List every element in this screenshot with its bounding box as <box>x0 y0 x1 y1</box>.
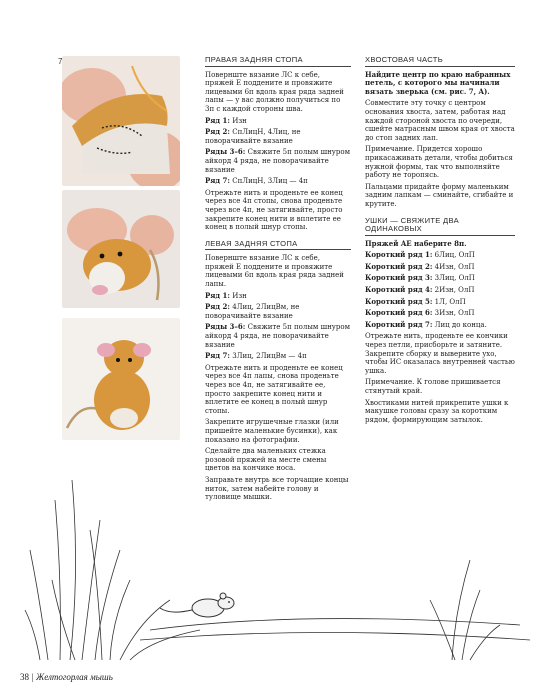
row-text: 4Лиц, 2ЛицВм, не поворачивайте вязание <box>205 303 300 320</box>
paragraph: Хвостиками нитей прикрепите ушки к макушке головы сразу за коротким рядом, формирующим затылок. <box>365 398 509 424</box>
paragraph: Отрежьте нить и проденьте ее конец через все 4п стопы, снова проденьте через все 4п, не затягивайте, просто закрепите конец нити и вплетите ее конец в полый шнур стопы. <box>205 188 343 232</box>
row-text: 1Л, ОлП <box>432 297 466 306</box>
row-text: СпЛицН, 3Лиц — 4п <box>230 177 308 186</box>
knit-row <box>205 303 351 320</box>
column-middle <box>205 56 351 505</box>
row-label: Ряд 2: <box>205 127 230 137</box>
row-label: Короткий ряд 3: <box>365 273 433 283</box>
photo-number: 7 <box>58 57 63 66</box>
paragraph: Отрежьте нить и проденьте ее конец через все 4п лапы, снова проденьте через все 4п, не затягивайте ее, просто закрепите конец нити и вплетите ее конец в полый шнур стопы. <box>205 363 343 415</box>
row-text: Свяжите 5п полым шнуром айкорд 4 ряда, не поворачивайте вязание <box>205 148 351 174</box>
paragraph: Повернште вязание ЛС к себе, пряжей E поддените и провяжите лицевыми 6п вдоль края ряда задней лапы — у вас должно получиться по 3п с каждой стороны шва. <box>205 70 344 113</box>
row-text: Изн <box>230 291 247 300</box>
cast-on: Пряжей AE наберите 8п. <box>365 238 467 248</box>
knit-row <box>205 148 351 174</box>
book-title: Желтогорлая мышь <box>35 672 113 682</box>
row-text: 6Лиц, ОлП <box>432 251 475 260</box>
grass-mouse-sketch <box>0 460 560 670</box>
knit-row <box>205 128 351 145</box>
knit-row <box>205 177 351 186</box>
page-number: 38 <box>20 672 29 682</box>
row-label: Ряд 7: <box>205 176 230 186</box>
paragraph: Отрежьте нить, проденьте ее кончики через петли, присборьте и затяните. Закрепите сборку и выверните ухо, чтобы ИС оказалась внутренней частью ушка. <box>365 332 515 375</box>
knit-row <box>365 298 515 307</box>
row-label: Короткий ряд 1: <box>365 250 433 260</box>
paragraph: Пальцами придайте форму маленьким задним лапкам — сминайте, сгибайте и крутите. <box>365 182 514 208</box>
row-label: Короткий ряд 2: <box>365 261 433 271</box>
row-text: Изн <box>230 116 247 125</box>
row-label: Короткий ряд 6: <box>365 308 433 318</box>
row-text: 2Изн, ОлП <box>432 286 475 295</box>
paragraph: Сделайте два маленьких стежка розовой пряжей на месте смены цветов на кончике носа. <box>205 447 327 473</box>
section-heading-tail: ХВОСТОВАЯ ЧАСТЬ <box>365 56 515 67</box>
knit-row <box>205 292 351 301</box>
knit-row <box>365 321 515 330</box>
paragraph: Заправьте внутрь все торчащие концы ниток, затем набейте голову и туловище мышки. <box>205 475 349 502</box>
row-label: Короткий ряд 4: <box>365 285 433 295</box>
row-label: Короткий ряд 7: <box>365 319 433 329</box>
row-text: 3Лиц, 2ЛицВм — 4п <box>230 352 307 361</box>
row-label: Ряды 3–6: <box>205 322 246 332</box>
finished-mouse-photo <box>62 318 180 440</box>
row-label: Ряд 2: <box>205 302 230 312</box>
paragraph-bold: Найдите центр по краю набранных петель, с которого мы начинали вязать зверька (см. рис. 7, A). <box>365 69 511 96</box>
knit-row <box>205 352 351 361</box>
row-label: Ряд 7: <box>205 351 230 361</box>
row-text: Свяжите 5п полым шнуром айкорд 4 ряда, не поворачивайте вязание <box>205 323 351 349</box>
mouse-head-photo <box>62 190 180 308</box>
knit-row <box>365 286 515 295</box>
row-label: Ряд 1: <box>205 115 230 125</box>
row-text: СпЛицН, 4Лиц, не поворачивайте вязание <box>205 128 301 145</box>
row-label: Ряды 3–6: <box>205 147 246 157</box>
step-photo-1 <box>62 56 180 186</box>
paragraph: Закрепите игрушечные глазки (или пришейте маленькие бусинки), как показано на фотографии. <box>205 418 339 444</box>
page-footer <box>20 672 113 682</box>
row-text: 4Изн, ОлП <box>432 262 475 271</box>
row-text: Лиц до конца. <box>432 320 487 329</box>
column-right <box>365 56 515 427</box>
knit-row <box>365 274 515 283</box>
knitting-seam-photo <box>62 56 180 186</box>
knit-row <box>365 309 515 318</box>
knit-row <box>205 117 351 126</box>
knit-row <box>365 251 515 260</box>
knit-row <box>205 323 351 349</box>
footer-divider: | <box>29 672 36 682</box>
note: Примечание. К голове пришивается стянутый край. <box>365 378 501 395</box>
step-photo-2 <box>62 190 180 308</box>
section-heading-ears: УШКИ — СВЯЖИТЕ ДВА ОДИНАКОВЫХ <box>365 217 515 236</box>
section-heading-right-leg: ПРАВАЯ ЗАДНЯЯ СТОПА <box>205 56 351 67</box>
row-text: 3Изн, ОлП <box>432 309 475 318</box>
row-text: 3Лиц, ОлП <box>432 274 475 283</box>
step-photo-3 <box>62 318 180 440</box>
paragraph: Повернште вязание ЛС к себе, пряжей E поддените и провяжите лицевыми 6п вдоль края ряда задней лапы. <box>205 254 344 289</box>
row-label: Ряд 1: <box>205 290 230 300</box>
note: Примечание. Придется хорошо прикасаживать детали, чтобы добиться нужной формы, так что выполняйте работу не торопясь. <box>365 145 513 180</box>
row-label: Короткий ряд 5: <box>365 296 433 306</box>
section-heading-left-leg: ЛЕВАЯ ЗАДНЯЯ СТОПА <box>205 240 351 251</box>
knit-row <box>365 263 515 272</box>
paragraph: Совместите эту точку с центром основания хвоста, затем, работая над каждой стороной хвоста по очереди, сшейте матрасным швом края от хвоста до стоп задних лап. <box>365 99 515 142</box>
